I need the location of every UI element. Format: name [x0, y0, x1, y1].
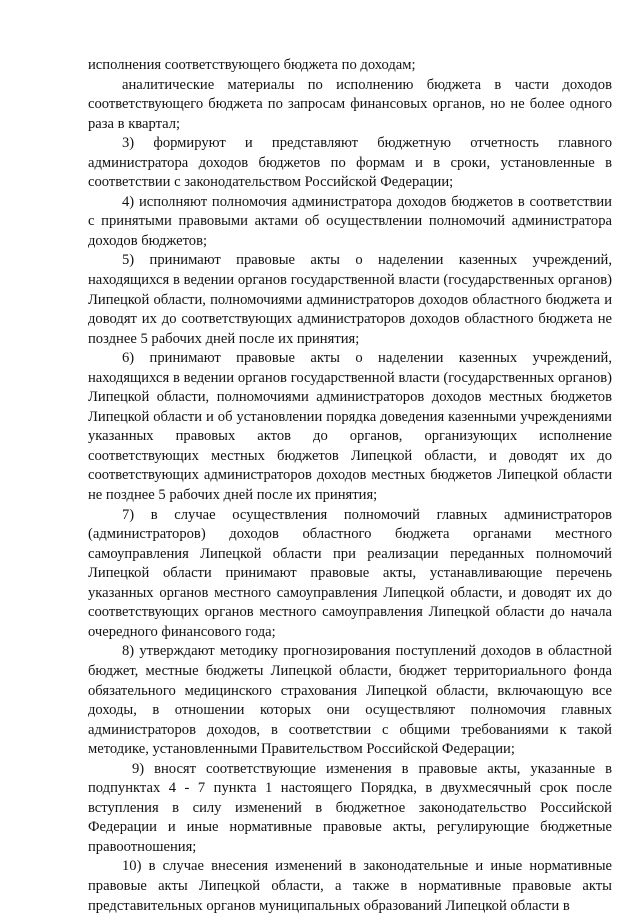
paragraph-item-9: 9) вносят соответствующие изменения в правовые акты, указанные в подпунктах 4 - 7 пункта 1 настоящего Порядка, в двухмесячный срок после вступления в силу изменений в бюджетное законодательство Российской Федерации и иные нормативные правовые акты, регулирующие бюджетные правоотношения;	[88, 760, 612, 855]
paragraph-item-6: 6) принимают правовые акты о наделении казенных учреждений, находящихся в ведении органов государственной власти (государственных органов) Липецкой области, полномочиями администраторов доходов местных бюджетов Липецкой области и об установлении порядка доведения казенными учреждениями указанных правовых актов до органов, организующих исполнение соответствующих местных бюджетов Липецкой области, и доводят их до соответствующих администраторов доходов местных бюджетов Липецкой области не позднее 5 рабочих дней после их принятия;	[88, 350, 612, 504]
paragraph-analytic-materials: аналитические материалы по исполнению бюджета в части доходов соответствующего бюджета по запросам финансовых органов, но не более одного раза в квартал;	[88, 76, 612, 132]
paragraph-continuation: исполнения соответствующего бюджета по доходам;	[88, 57, 416, 73]
paragraph-item-4: 4) исполняют полномочия администратора доходов бюджетов в соответствии с принятыми правовыми актами об осуществлении полномочий администратора доходов бюджетов;	[88, 193, 612, 249]
paragraph-item-5: 5) принимают правовые акты о наделении казенных учреждений, находящихся в ведении органов государственной власти (государственных органов) Липецкой области, полномочиями администраторов доходов областного бюджета и доводят их до соответствующих администраторов доходов областного бюджета не позднее 5 рабочих дней после их принятия;	[88, 252, 612, 347]
document-page	[88, 56, 612, 916]
paragraph-item-10: 10) в случае внесения изменений в законодательные и иные нормативные правовые акты Липецкой области, а также в нормативные правовые акты представительных органов муниципальных образований Липецкой области в	[88, 858, 612, 914]
paragraph-item-8: 8) утверждают методику прогнозирования поступлений доходов в областной бюджет, местные бюджеты Липецкой области, бюджет территориального фонда обязательного медицинского страхования Липецкой области, включающую все доходы, в отношении которых они осуществляют полномочия главных администраторов доходов, в соответствии с общими требованиями к такой методике, установленными Правительством Российской Федерации;	[88, 643, 612, 758]
paragraph-item-3: 3) формируют и представляют бюджетную отчетность главного администратора доходов бюджетов по формам и в сроки, установленные в соответствии с законодательством Российской Федерации;	[88, 135, 612, 191]
paragraph-item-7: 7) в случае осуществления полномочий главных администраторов (администраторов) доходов областного бюджета органами местного самоуправления Липецкой области при реализации переданных полномочий Липецкой области принимают правовые акты, устанавливающие перечень указанных органов местного самоуправления Липецкой области, и доводят их до соответствующих органов местного самоуправления Липецкой области до начала очередного финансового года;	[88, 506, 612, 640]
